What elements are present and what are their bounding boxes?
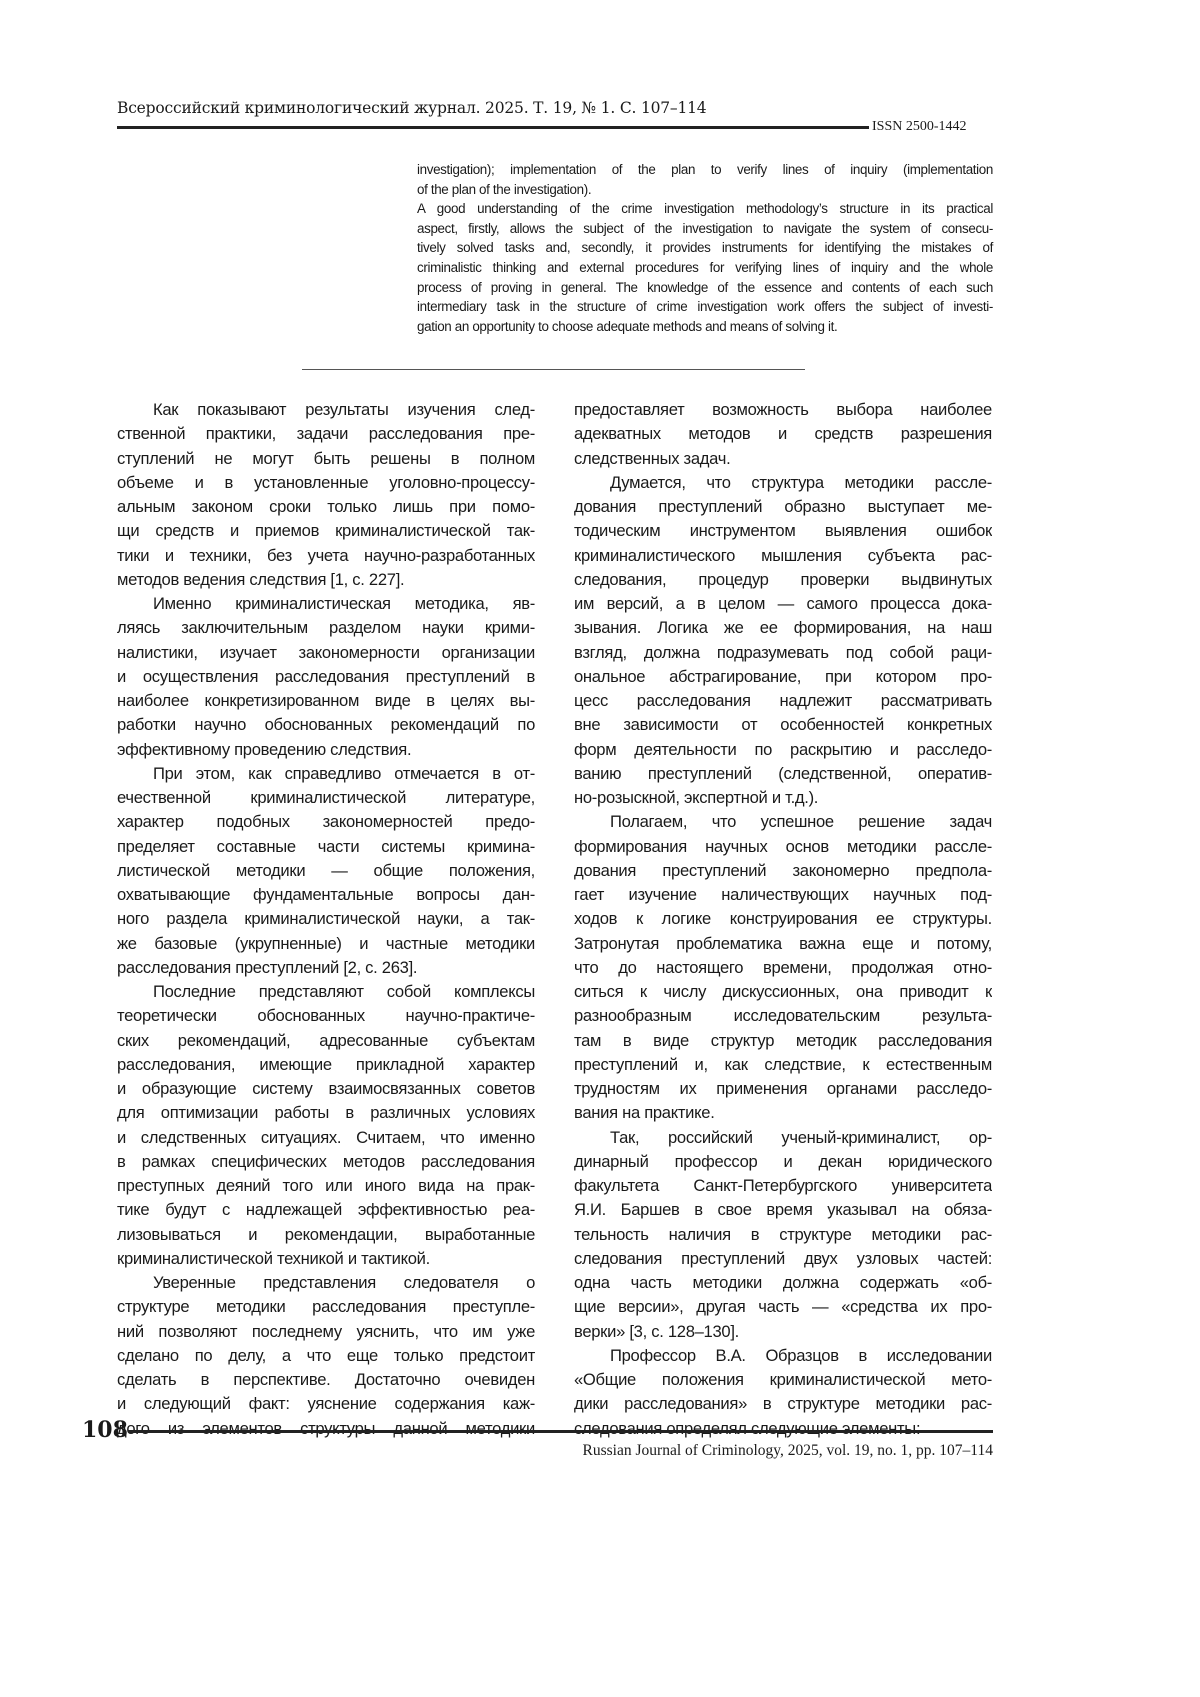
- text-line: и следующий факт: уяснение содержания каж-: [117, 1392, 535, 1416]
- abstract-english: [417, 160, 993, 336]
- text-line: в рамках специфических методов расследования: [117, 1150, 535, 1174]
- text-line: лизовываться и рекомендации, выработанные: [117, 1223, 535, 1247]
- text-line: ного раздела криминалистической науки, а так-: [117, 907, 535, 931]
- text-line: Я.И. Баршев в свое время указывал на обяза-: [574, 1198, 992, 1222]
- text-line: криминалистической техникой и тактикой.: [117, 1247, 535, 1271]
- text-line: Думается, что структура методики рассле-: [574, 471, 992, 495]
- paragraph: [574, 1126, 992, 1344]
- text-line: методов ведения следствия [1, с. 227].: [117, 568, 535, 592]
- text-line: ступлений не могут быть решены в полном: [117, 447, 535, 471]
- text-line: же базовые (укрупненные) и частные методики: [117, 932, 535, 956]
- text-line: Последние представляют собой комплексы: [117, 980, 535, 1004]
- header-rule: [117, 126, 869, 129]
- text-line: тодическим инструментом выявления ошибок: [574, 519, 992, 543]
- text-line: и следственных ситуациях. Считаем, что именно: [117, 1126, 535, 1150]
- paragraph: [574, 810, 992, 1125]
- abstract-separator: [302, 369, 805, 370]
- text-line: структуре методики расследования преступле-: [117, 1295, 535, 1319]
- text-line: ситься к числу дискуссионных, она приводит к: [574, 980, 992, 1004]
- text-line: им версий, а в целом — самого процесса дока-: [574, 592, 992, 616]
- paragraph: [117, 592, 535, 762]
- text-line: но-розыскной, экспертной и т.д.).: [574, 786, 992, 810]
- text-line: формирования научных основ методики рассле-: [574, 835, 992, 859]
- text-line: Именно криминалистическая методика, яв-: [117, 592, 535, 616]
- text-line: следственных задач.: [574, 447, 992, 471]
- text-line: гает изучение наличествующих научных под-: [574, 883, 992, 907]
- text-line: щие версии», другая часть — «средства их про-: [574, 1295, 992, 1319]
- text-line: «Общие положения криминалистической мето-: [574, 1368, 992, 1392]
- text-line: трудностям их применения органами расследо-: [574, 1077, 992, 1101]
- text-line: дики расследования» в структуре методики рас-: [574, 1392, 992, 1416]
- text-line: Как показывают результаты изучения след-: [117, 398, 535, 422]
- text-line: ванию преступлений (следственной, оператив-: [574, 762, 992, 786]
- text-line: ских рекомендаций, адресованные субъектам: [117, 1029, 535, 1053]
- text-line: дования преступлений закономерно предпола-: [574, 859, 992, 883]
- text-line: динарный профессор и декан юридического: [574, 1150, 992, 1174]
- text-line: там в виде структур методик расследования: [574, 1029, 992, 1053]
- text-line: вания на практике.: [574, 1101, 992, 1125]
- text-line: альным законом сроки только лишь при помо-: [117, 495, 535, 519]
- text-line: тельность наличия в структуре методики рас-: [574, 1223, 992, 1247]
- paragraph: [574, 471, 992, 811]
- paragraph: [117, 1271, 535, 1441]
- text-line: что до настоящего времени, продолжая отно-: [574, 956, 992, 980]
- text-line: эффективному проведению следствия.: [117, 738, 535, 762]
- abstract-line: intermediary task in the structure of crime investigation work offers the subject of investi-: [417, 297, 993, 317]
- text-line: разнообразным исследовательским результа-: [574, 1004, 992, 1028]
- paragraph: [117, 398, 535, 592]
- text-line: и осуществления расследования преступлений в: [117, 665, 535, 689]
- text-line: охватывающие фундаментальные вопросы дан-: [117, 883, 535, 907]
- text-line: ональное абстрагирование, при котором про-: [574, 665, 992, 689]
- text-line: для оптимизации работы в различных условиях: [117, 1101, 535, 1125]
- text-line: ний позволяют последнему уяснить, что им уже: [117, 1320, 535, 1344]
- abstract-line: criminalistic thinking and external procedures for verifying lines of inquiry and the whole: [417, 258, 993, 278]
- text-line: криминалистического мышления субъекта рас-: [574, 544, 992, 568]
- body-column-left: [117, 398, 535, 1441]
- text-line: При этом, как справедливо отмечается в от-: [117, 762, 535, 786]
- paragraph: [574, 1344, 992, 1441]
- abstract-line: gation an opportunity to choose adequate methods and means of solving it.: [417, 317, 993, 337]
- text-line: форм деятельности по раскрытию и расследо-: [574, 738, 992, 762]
- text-line: преступных деяний того или иного вида на прак-: [117, 1174, 535, 1198]
- text-line: взгляд, должна подразумевать под собой раци-: [574, 641, 992, 665]
- text-line: преступлений и, как следствие, к естественным: [574, 1053, 992, 1077]
- running-header: Всероссийский криминологический журнал. 2025. Т. 19, № 1. С. 107–114: [117, 99, 706, 117]
- abstract-line: investigation); implementation of the plan to verify lines of inquiry (implementation: [417, 160, 993, 180]
- text-line: щи средств и приемов криминалистической так-: [117, 519, 535, 543]
- text-line: адекватных методов и средств разрешения: [574, 422, 992, 446]
- text-line: дого из элементов структуры данной методики: [117, 1417, 535, 1441]
- text-line: дования преступлений образно выступает ме-: [574, 495, 992, 519]
- abstract-line: process of proving in general. The knowledge of the essence and contents of each such: [417, 278, 993, 298]
- text-line: факультета Санкт-Петербургского университета: [574, 1174, 992, 1198]
- text-line: пределяет составные части системы кримина-: [117, 835, 535, 859]
- paragraph: [117, 762, 535, 980]
- text-line: и образующие систему взаимосвязанных советов: [117, 1077, 535, 1101]
- text-line: листической методики — общие положения,: [117, 859, 535, 883]
- text-line: налистики, изучает закономерности организации: [117, 641, 535, 665]
- text-line: характер подобных закономерностей предо-: [117, 810, 535, 834]
- text-line: следования, процедур проверки выдвинутых: [574, 568, 992, 592]
- paragraph: [117, 980, 535, 1271]
- text-line: теоретически обоснованных научно-практиче-: [117, 1004, 535, 1028]
- text-line: вне зависимости от особенностей конкретных: [574, 713, 992, 737]
- text-line: работки научно обоснованных рекомендаций по: [117, 713, 535, 737]
- paragraph: [574, 398, 992, 471]
- abstract-line: of the plan of the investigation).: [417, 180, 993, 200]
- body-column-right: [574, 398, 992, 1441]
- text-line: объеме и в установленные уголовно-процессу-: [117, 471, 535, 495]
- abstract-line: aspect, firstly, allows the subject of the investigation to navigate the system of consecu-: [417, 219, 993, 239]
- text-line: одна часть методики должна содержать «об-: [574, 1271, 992, 1295]
- issn: ISSN 2500-1442: [872, 119, 967, 135]
- text-line: Уверенные представления следователя о: [117, 1271, 535, 1295]
- text-line: ляясь заключительным разделом науки крими-: [117, 616, 535, 640]
- page-number: 108: [82, 1417, 128, 1443]
- text-line: наиболее конкретизированном виде в целях вы-: [117, 689, 535, 713]
- text-line: ходов к логике конструирования ее структуры.: [574, 907, 992, 931]
- text-line: сделать в перспективе. Достаточно очевиден: [117, 1368, 535, 1392]
- text-line: следования определял следующие элементы:: [574, 1417, 992, 1441]
- text-line: предоставляет возможность выбора наиболее: [574, 398, 992, 422]
- text-line: зывания. Логика же ее формирования, на наш: [574, 616, 992, 640]
- text-line: ственной практики, задачи расследования пре-: [117, 422, 535, 446]
- text-line: следования преступлений двух узловых частей:: [574, 1247, 992, 1271]
- text-line: сделано по делу, а что еще только предстоит: [117, 1344, 535, 1368]
- text-line: Затронутая проблематика важна еще и потому,: [574, 932, 992, 956]
- text-line: тике будут с надлежащей эффективностью реа-: [117, 1198, 535, 1222]
- text-line: Так, российский ученый-криминалист, ор-: [574, 1126, 992, 1150]
- text-line: ечественной криминалистической литературе,: [117, 786, 535, 810]
- text-line: Полагаем, что успешное решение задач: [574, 810, 992, 834]
- text-line: верки» [3, с. 128–130].: [574, 1320, 992, 1344]
- text-line: расследования, имеющие прикладной характер: [117, 1053, 535, 1077]
- text-line: цесс расследования надлежит рассматривать: [574, 689, 992, 713]
- abstract-line: A good understanding of the crime investigation methodology’s structure in its practical: [417, 199, 993, 219]
- journal-page: [0, 0, 1200, 1697]
- running-footer: Russian Journal of Criminology, 2025, vol. 19, no. 1, pp. 107–114: [583, 1442, 993, 1460]
- text-line: Профессор В.А. Образцов в исследовании: [574, 1344, 992, 1368]
- text-line: тики и техники, без учета научно-разработанных: [117, 544, 535, 568]
- text-line: расследования преступлений [2, с. 263].: [117, 956, 535, 980]
- footer-rule: [128, 1430, 993, 1433]
- abstract-line: tively solved tasks and, secondly, it provides instruments for identifying the mistakes of: [417, 238, 993, 258]
